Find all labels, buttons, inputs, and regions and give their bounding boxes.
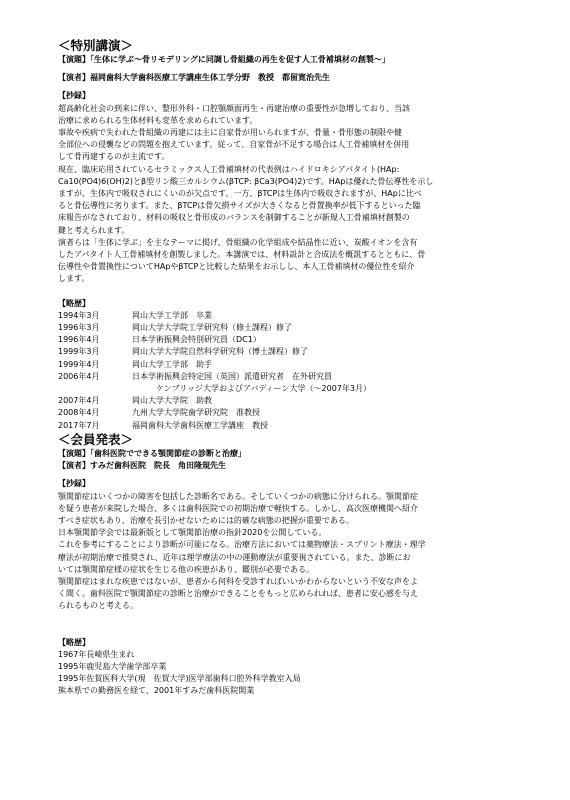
lecture-cv-list	[58, 310, 522, 432]
abstract-line: られるものと考える。	[58, 601, 138, 611]
special-lecture-heading: ＜特別講演＞	[58, 38, 134, 53]
abstract-line: 床報告がなされており、材料の吸収と骨形成のバランスを制御することが新規人工骨補填材創製の	[58, 213, 410, 223]
lecture-abstract-label: 【抄録】	[58, 91, 90, 101]
cv-date: 1994年3月	[58, 310, 100, 320]
cv-row	[58, 383, 522, 395]
abstract-line: Ca10(PO4)6(OH)2)とβ型リン酸三カルシウム(βTCP: βCa3(PO4)2)です。HApは優れた骨伝導性を示し	[58, 176, 434, 186]
abstract-line: これを参考にすることにより診断が可能になる。治療方法においては薬物療法・スプリント療法・理学	[58, 540, 426, 550]
cv-date: 1999年4月	[58, 359, 100, 369]
member-speaker: 【演者】すみだ歯科医院 院長 角田隆規先生	[58, 461, 226, 471]
cv-text: 岡山大学大学院工学研究科（修士課程）修了	[132, 323, 292, 333]
abstract-line: して骨再建するのが主流です。	[58, 152, 170, 162]
abstract-line: 事故や疾病で失われた骨組織の再建には主に自家骨が用いられますが、骨量・骨形態の制限や健	[58, 128, 402, 138]
cv-date: 2017年7月	[58, 420, 100, 430]
abstract-line: 顎関節症はいくつかの障害を包括した診断名である。そしていくつかの病態に分けられる。顎関節症	[58, 491, 418, 501]
cv-row	[58, 322, 522, 334]
abstract-line: ると骨伝導性に劣ります。また、βTCPは骨欠損サイズが大きくなると骨置換率が低下するといった臨	[58, 201, 421, 211]
lecture-speaker-name: 都留寛治先生	[282, 73, 330, 83]
member-cv-label: 【略歴】	[58, 637, 90, 647]
member-title: 【演題】「歯科医院でできる顎関節症の診断と治療」	[58, 448, 246, 458]
abstract-line: 超高齢化社会の到来に伴い、整形外科・口腔顎顔面再生・再建治療の重要性が急増しており、当該	[58, 103, 410, 113]
cv-text: 九州大学大学院歯学研究院 准教授	[132, 408, 260, 418]
abstract-line: 演者らは「生体に学ぶ」を主なテーマに掲げ、骨組織の化学組成や結晶性に近い、炭酸イオンを含有	[58, 237, 418, 247]
cv-date: 1999年3月	[58, 347, 100, 357]
cv-row	[58, 371, 522, 383]
cv-text: 日本学術振興会特定国（英国）派遣研究者 在外研究員	[132, 371, 332, 381]
lecture-title: 【演題】「生体に学ぶ～骨リモデリングに同調し骨組織の再生を促す人工骨補填材の創製～」	[58, 55, 390, 64]
cv-row	[58, 310, 522, 322]
abstract-line: したアパタイト人工骨補填材を創製しました。本講演では、材料設計と合成法を概説するとともに、骨	[58, 250, 426, 260]
cv-text: ケンブリッジ大学およびアバディーン大学（～2007年3月）	[132, 384, 371, 394]
cv-row	[58, 395, 522, 407]
cv-text: 岡山大学大学院自然科学研究科（博士課程）修了	[132, 347, 308, 357]
cv-line: 熊本県での勤務医を経て、2001年すみだ歯科医院開業	[58, 686, 255, 696]
special-lecture-section	[58, 38, 522, 432]
cv-text: 岡山大学工学部 助手	[132, 359, 212, 369]
abstract-line: します。	[58, 274, 90, 284]
cv-date: 2008年4月	[58, 408, 100, 418]
cv-row	[58, 346, 522, 358]
abstract-line: 全部位への侵襲などの問題を抱えています。従って、自家骨が不足する場合は人工骨補填材を併用	[58, 140, 410, 150]
abstract-line: 伝導性や骨置換性についてHApやβTCPと比較した結果をお示しし、本人工骨補填材の優位性を紹介	[58, 262, 415, 272]
abstract-line: すべき症状もあり、治療を長引かせないためには的確な病態の把握が重要である。	[58, 515, 354, 525]
member-abstract	[58, 491, 522, 613]
member-presentation-heading: ＜会員発表＞	[58, 431, 134, 447]
abstract-line: 治療に求められる生体材料も変革を求められています。	[58, 115, 258, 125]
cv-line: 1995年佐賀医科大学(現 佐賀大学)医学部歯科口腔外科学教室入局	[58, 674, 301, 684]
abstract-line: を疑う患者が来院した場合、多くは歯科医院での初期治療で軽快する。しかし、高次医療機関へ紹介	[58, 503, 418, 513]
member-cv-list	[58, 649, 522, 698]
abstract-line: ますが、生体内で吸収されにくいのが欠点です。一方、βTCPは生体内で吸収されますが、HApに比べ	[58, 189, 422, 199]
cv-date: 1996年4月	[58, 335, 100, 345]
cv-row	[58, 420, 522, 432]
lecture-cv-label: 【略歴】	[58, 298, 90, 308]
abstract-line: 鍵と考えられます。	[58, 225, 130, 235]
lecture-speaker	[58, 72, 522, 84]
cv-text: 岡山大学工学部 卒業	[132, 310, 212, 320]
abstract-line: 顎関節症はまれな疾患ではないが、患者から何科を受診すればいいかわからないという不安な声をよ	[58, 576, 418, 586]
abstract-line: 日本顎関節学会では最新版として顎関節治療の指針2020を公開している。	[58, 528, 327, 538]
lecture-speaker-affiliation: 【演者】福岡歯科大学歯科医療工学講座生体工学分野 教授	[58, 73, 282, 83]
abstract-line: いては顎関節症様の症状を生じる他の疾患があり、鑑別が必要である。	[58, 564, 314, 574]
cv-line: 1995年鹿児島大学歯学部卒業	[58, 661, 167, 671]
cv-text: 岡山大学大学院 助教	[132, 396, 212, 406]
cv-date: 1996年3月	[58, 323, 100, 333]
abstract-line: 療法が初期治療で推奨され、近年は理学療法の中の運動療法が重要視されている。また、診断にお	[58, 552, 411, 562]
cv-date: 2007年4月	[58, 396, 100, 406]
abstract-line: く聞く。歯科医院で顎関節症の診断と治療ができることをもっと広められれば、患者に安心感を与え	[58, 589, 418, 599]
cv-row	[58, 334, 522, 346]
cv-text: 福岡歯科大学歯科医療工学講座 教授	[132, 420, 268, 430]
cv-date	[58, 383, 132, 395]
cv-text: 日本学術振興会特別研究員（DC1）	[132, 335, 261, 345]
cv-row	[58, 407, 522, 419]
lecture-abstract	[58, 103, 522, 286]
member-abstract-label: 【抄録】	[58, 479, 90, 489]
cv-date: 2006年4月	[58, 371, 100, 381]
member-presentation-section	[58, 432, 522, 698]
cv-line: 1967年長崎県生まれ	[58, 649, 135, 659]
abstract-line: 現在、臨床応用されているセラミックス人工骨補填材の代表例はハイドロキシアパタイト(HAp:	[58, 164, 400, 174]
cv-row	[58, 359, 522, 371]
